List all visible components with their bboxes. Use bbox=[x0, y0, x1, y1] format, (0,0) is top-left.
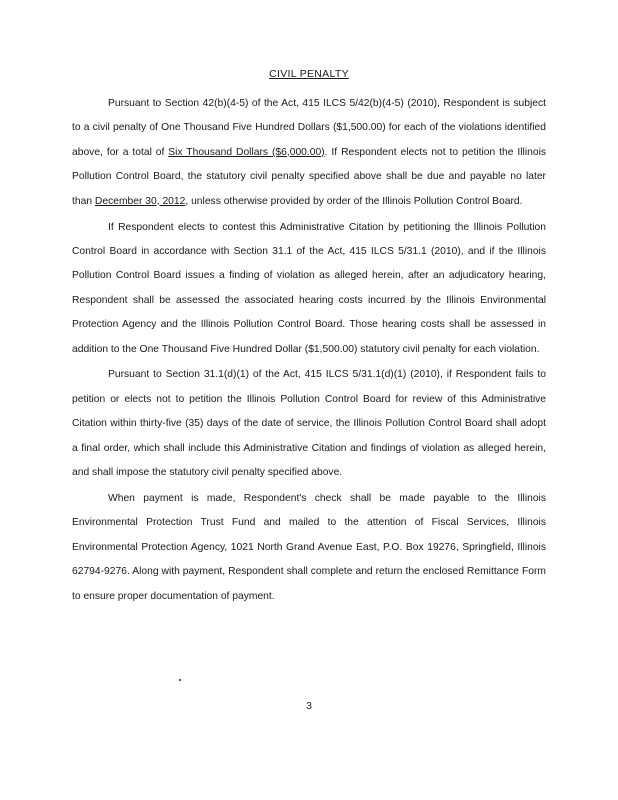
paragraph-payment-instructions: When payment is made, Respondent's check shall be made payable to the Illinois Environmental Protection Trust Fund and mailed to the attention of Fiscal Services, Illinois Environmental Protection Agency, 1021 North Grand Avenue East, P.O. Box 19276, Springfield, Illinois 62794-9276. Along with payment, Respondent shall complete and return the enclosed Remittance Form to ensure proper documentation of payment. bbox=[72, 493, 546, 602]
paragraph-contest-citation: If Respondent elects to contest this Administrative Citation by petitioning the Illinois Pollution Control Board in accordance with Section 31.1 of the Act, 415 ILCS 5/31.1 (2010), and if the Illinois Pollution Control Board issues a finding of violation as alleged herein, after an adjudicatory hearing, Respondent shall be assessed the associated hearing costs incurred by the Illinois Environmental Protection Agency and the Illinois Pollution Control Board. Those hearing costs shall be assessed in addition to the One Thousand Five Hundred Dollar ($1,500.00) statutory civil penalty for each violation. bbox=[72, 221, 546, 355]
section-heading: CIVIL PENALTY bbox=[269, 68, 349, 80]
paragraph-1-text-a: Pursuant to Section 42(b)(4-5) of the Act, 415 ILCS 5/42(b)(4-5) (2010), Respondent is subject to a civil penalty of One Thousand Five Hundred Dollars ($1,500.00) for each of the violations identified above, for a total of bbox=[72, 98, 546, 158]
paragraph-1-text-c: , unless otherwise provided by order of the Illinois Pollution Control Board. bbox=[185, 195, 523, 207]
paragraph-final-order: Pursuant to Section 31.1(d)(1) of the Act, 415 ILCS 5/31.1(d)(1) (2010), if Respondent fails to petition or elects not to petition the Illinois Pollution Control Board for review of this Administrative Citation within thirty-five (35) days of the date of service, the Illinois Pollution Control Board shall adopt a final order, which shall include this Administrative Citation and findings of violation as alleged herein, and shall impose the statutory civil penalty specified above. bbox=[72, 369, 546, 479]
paragraph-civil-penalty-amount bbox=[72, 92, 546, 214]
scan-speck bbox=[179, 679, 181, 681]
page-number: 3 bbox=[306, 700, 312, 712]
due-date-underlined: December 30, 2012 bbox=[94, 195, 186, 207]
paragraph-1-text-b: . If Respondent elects not to petition the Illinois Pollution Control Board, the statutory civil penalty specified above shall be due and payable no later than bbox=[72, 146, 547, 207]
document-body bbox=[72, 92, 546, 611]
penalty-total-underlined: Six Thousand Dollars ($6,000.00) bbox=[168, 146, 325, 158]
